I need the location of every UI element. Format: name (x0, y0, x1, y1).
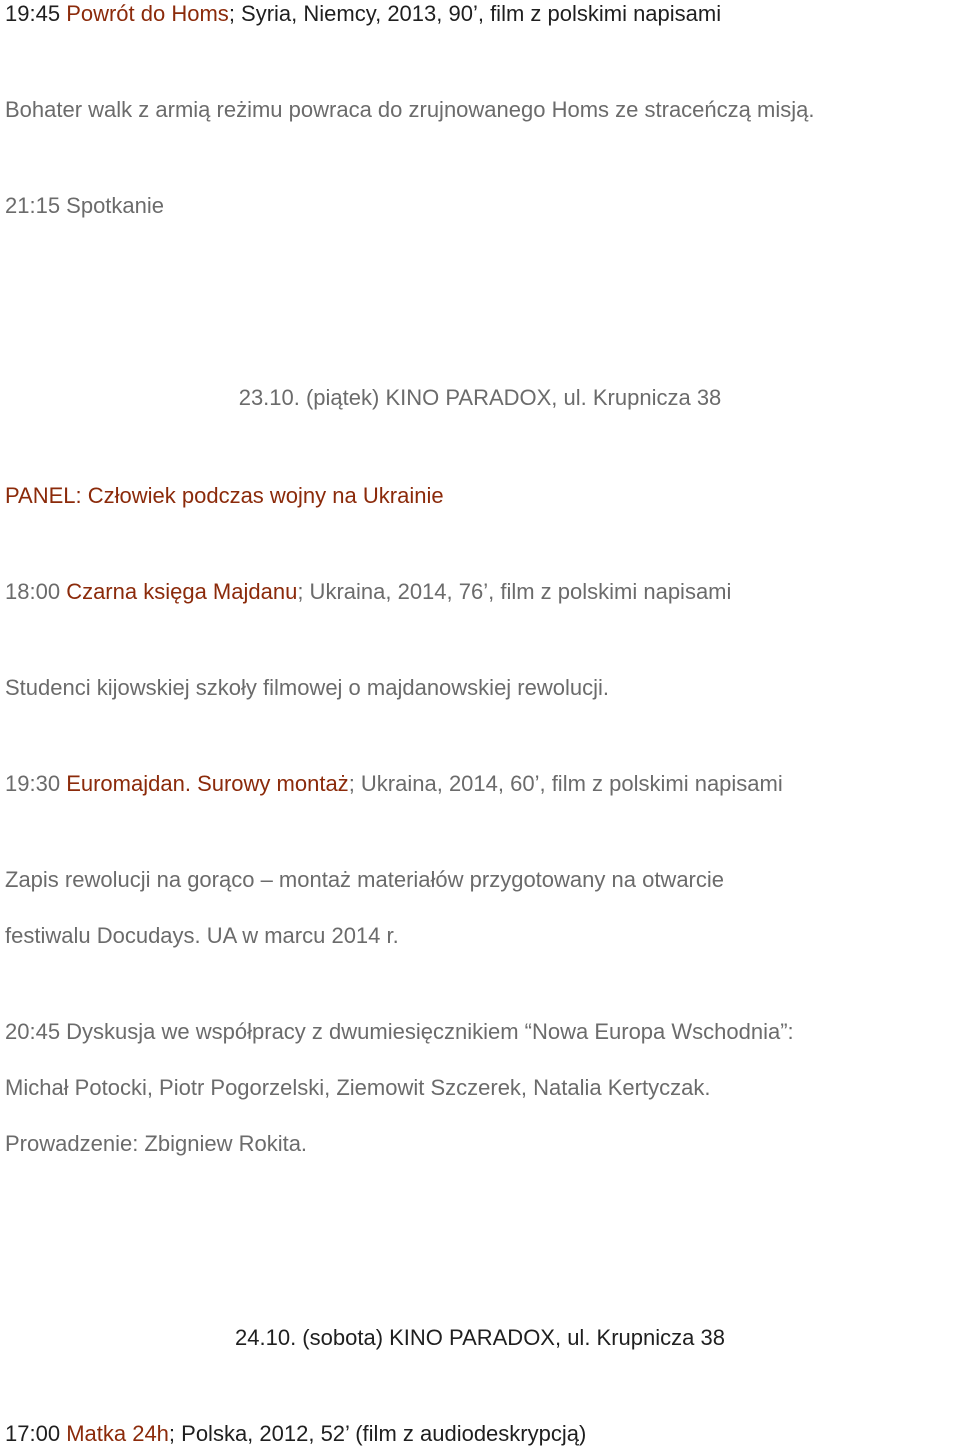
screening-matka (5, 1420, 586, 1448)
screening-time: 18:00 (5, 579, 61, 604)
film-details: ; Ukraina, 2014, 76’, film z polskimi napisami (297, 579, 732, 604)
film-description: Studenci kijowskiej szkoły filmowej o majdanowskiej rewolucji. (5, 675, 610, 700)
meeting-entry: 21:15 Spotkanie (5, 193, 165, 218)
screening-homs (5, 0, 721, 28)
discussion-line2: Michał Potocki, Piotr Pogorzelski, Ziemowit Szczerek, Natalia Kertyczak. (5, 1075, 711, 1100)
film-title: Czarna księga Majdanu (66, 579, 298, 604)
screening-majdan (5, 578, 731, 606)
day-header: 23.10. (piątek) KINO PARADOX, ul. Krupnicza 38 (238, 385, 722, 410)
screening-time: 17:00 (5, 1421, 61, 1446)
film-description: Bohater walk z armią reżimu powraca do zrujnowanego Homs ze straceńczą misją. (5, 97, 815, 122)
film-description-line2: festiwalu Docudays. UA w marcu 2014 r. (5, 923, 399, 948)
film-title: Matka 24h (66, 1421, 169, 1446)
film-details: ; Polska, 2012, 52’ (film z audiodeskrypcją) (168, 1421, 587, 1446)
discussion-line1: 20:45 Dyskusja we współpracy z dwumiesięcznikiem “Nowa Europa Wschodnia”: (5, 1019, 794, 1044)
screening-time: 19:45 (5, 1, 61, 26)
film-title-part1: Euromajdan. (66, 771, 191, 796)
screening-euromajdan (5, 770, 783, 798)
panel-title: PANEL: Człowiek podczas wojny na Ukrainie (5, 483, 444, 508)
film-details: ; Ukraina, 2014, 60’, film z polskimi napisami (348, 771, 783, 796)
film-title: Powrót do Homs (66, 1, 229, 26)
film-details: ; Syria, Niemcy, 2013, 90’, film z polskimi napisami (228, 1, 722, 26)
film-description-line1: Zapis rewolucji na gorąco – montaż materiałów przygotowany na otwarcie (5, 867, 725, 892)
film-title-part2: Surowy montaż (197, 771, 349, 796)
day-header: 24.10. (sobota) KINO PARADOX, ul. Krupnicza 38 (235, 1325, 725, 1350)
screening-time: 19:30 (5, 771, 61, 796)
discussion-line3: Prowadzenie: Zbigniew Rokita. (5, 1131, 308, 1156)
